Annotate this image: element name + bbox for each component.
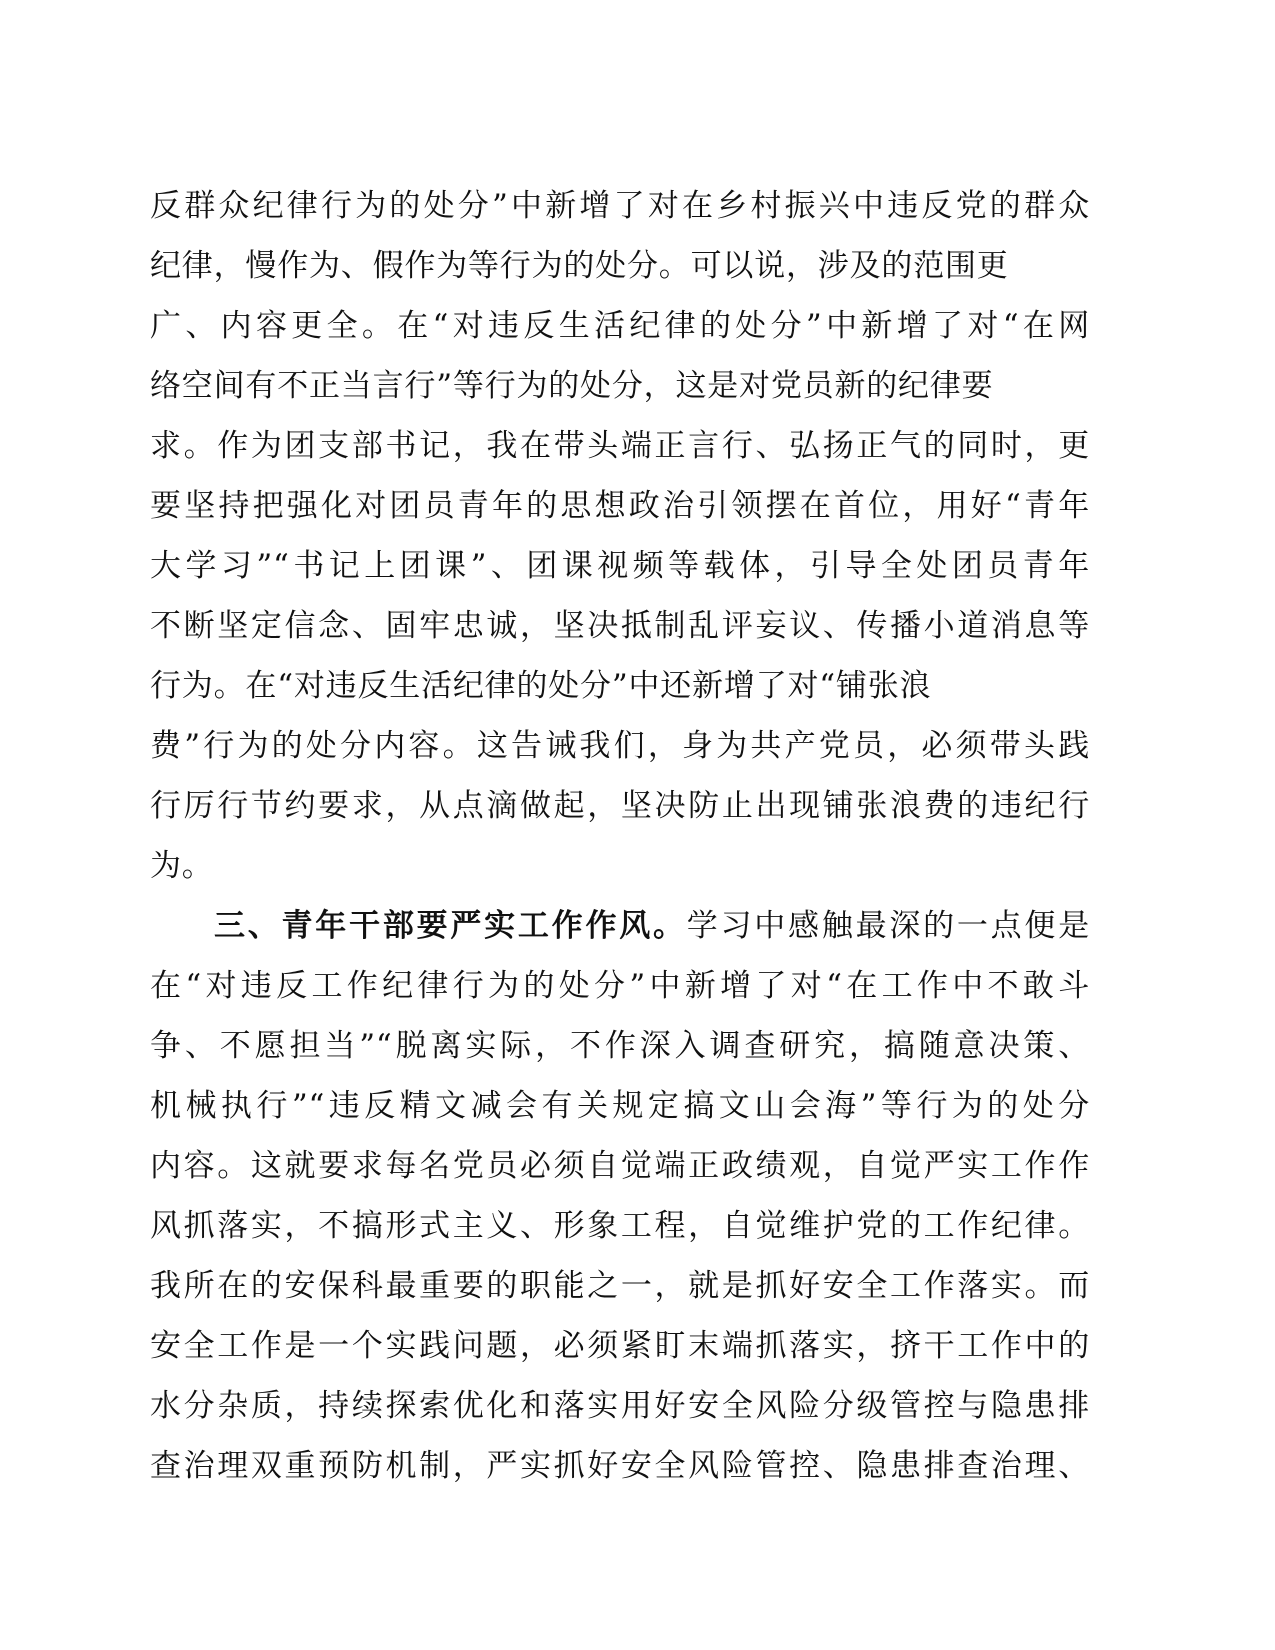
paragraph-line: 要坚持把强化对团员青年的思想政治引领摆在首位，用好“青年: [150, 488, 1090, 524]
paragraph-line: 不断坚定信念、固牢忠诚，坚决抵制乱评妄议、传播小道消息等: [150, 608, 1090, 644]
paragraph-line: 求。作为团支部书记，我在带头端正言行、弘扬正气的同时，更: [150, 428, 1090, 464]
paragraph-line: 费”行为的处分内容。这告诫我们，身为共产党员，必须带头践: [150, 728, 1090, 764]
paragraph-line: 反群众纪律行为的处分”中新增了对在乡村振兴中违反党的群众: [150, 188, 1090, 224]
heading-line-text: 学习中感触最深的一点便是: [686, 908, 1090, 944]
paragraph-first-line: [150, 896, 1090, 956]
section-heading: 三、青年干部要严实工作作风。: [214, 908, 687, 944]
document-page: [150, 176, 1090, 1496]
paragraph-line: 广、内容更全。在“对违反生活纪律的处分”中新增了对“在网: [150, 308, 1090, 344]
paragraph-line: 大学习”“书记上团课”、团课视频等载体，引导全处团员青年: [150, 548, 1090, 584]
paragraph-line: 行为。在“对违反生活纪律的处分”中还新增了对“铺张浪: [150, 668, 932, 704]
paragraph-line: 水分杂质，持续探索优化和落实用好安全风险分级管控与隐患排: [150, 1388, 1090, 1424]
paragraph-line: 我所在的安保科最重要的职能之一，就是抓好安全工作落实。而: [150, 1268, 1090, 1304]
paragraph-line: 查治理双重预防机制，严实抓好安全风险管控、隐患排查治理、: [150, 1448, 1090, 1484]
paragraph-line: 络空间有不正当言行”等行为的处分，这是对党员新的纪律要: [150, 368, 994, 404]
paragraph-line: 纪律，慢作为、假作为等行为的处分。可以说，涉及的范围更: [150, 248, 1009, 284]
paragraph-line: 风抓落实，不搞形式主义、形象工程，自觉维护党的工作纪律。: [150, 1208, 1090, 1244]
paragraph-line: 在“对违反工作纪律行为的处分”中新增了对“在工作中不敢斗: [150, 968, 1090, 1004]
paragraph-discipline: [150, 176, 1090, 896]
paragraph-line: 争、不愿担当”“脱离实际，不作深入调查研究，搞随意决策、: [150, 1028, 1090, 1064]
paragraph-line: 机械执行”“违反精文减会有关规定搞文山会海”等行为的处分: [150, 1088, 1090, 1124]
paragraph-work-style: [150, 896, 1090, 1496]
paragraph-line: 行厉行节约要求，从点滴做起，坚决防止出现铺张浪费的违纪行: [150, 788, 1090, 824]
paragraph-line: 内容。这就要求每名党员必须自觉端正政绩观，自觉严实工作作: [150, 1148, 1090, 1184]
paragraph-line: 为。: [150, 848, 214, 884]
paragraph-line: 安全工作是一个实践问题，必须紧盯末端抓落实，挤干工作中的: [150, 1328, 1090, 1364]
